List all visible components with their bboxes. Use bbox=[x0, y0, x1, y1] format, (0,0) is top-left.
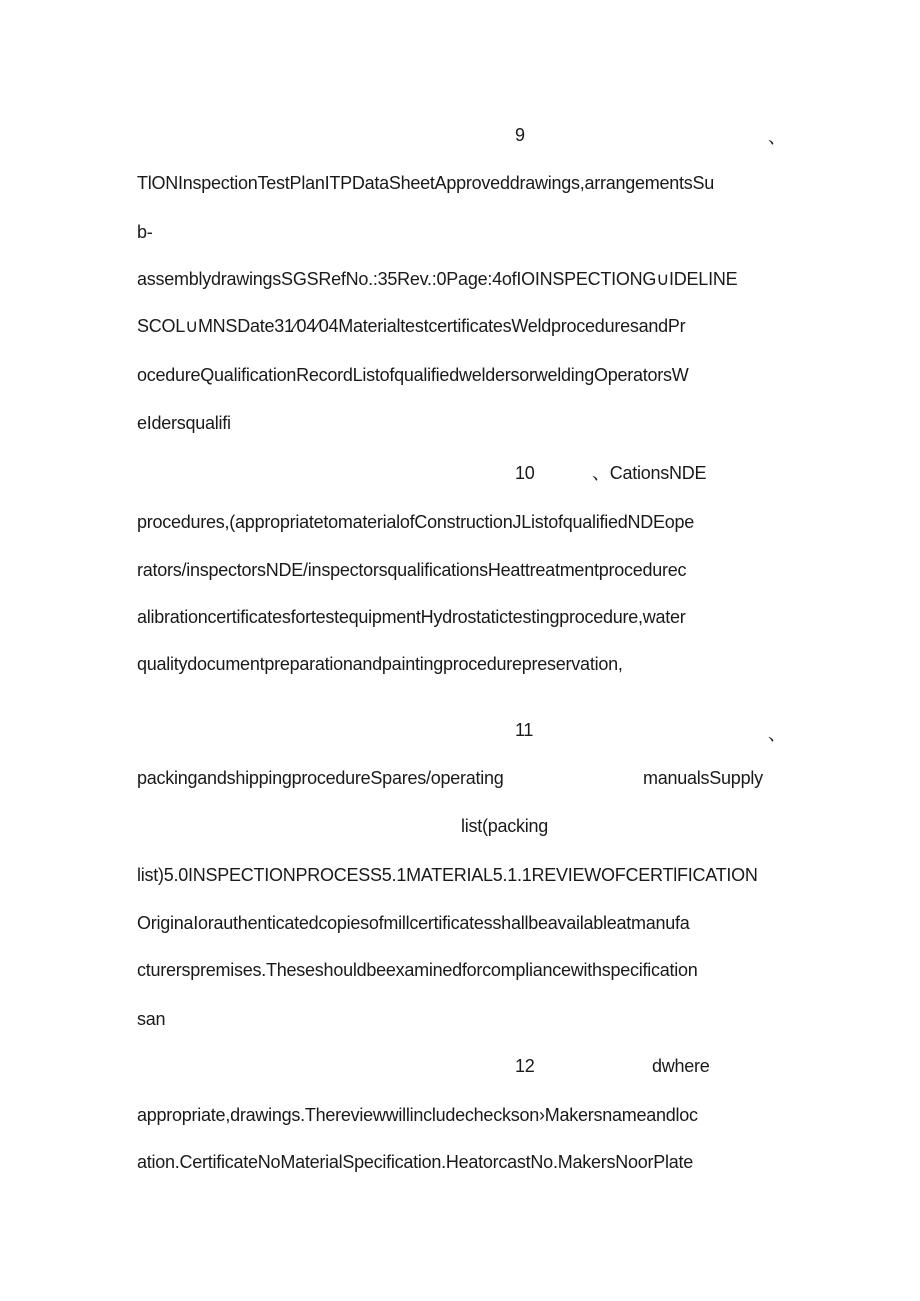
body-text-line: rators/inspectorsNDE/inspectorsqualificationsHeattreatmentprocedurec bbox=[137, 560, 687, 580]
body-text-line: cturerspremises.Theseshouldbeexaminedforcompliancewithspecification bbox=[137, 960, 698, 980]
body-text-line: qualitydocumentpreparationandpaintingprocedurepreservation, bbox=[137, 654, 623, 674]
body-text-line: SCOL∪MNSDate31∕04∕04MaterialtestcertificatesWeldproceduresandPr bbox=[137, 316, 686, 336]
body-text-line: ation.CertificateNoMaterialSpecification.HeatorcastNo.MakersNoorPlate bbox=[137, 1152, 693, 1172]
page-section-number: 10 bbox=[515, 463, 535, 483]
page-section-number: 9 bbox=[515, 125, 525, 145]
center-text-fragment: list(packing bbox=[461, 816, 549, 836]
body-text-line: eIdersqualifi bbox=[137, 413, 231, 433]
section-heading-fragment: dwhere bbox=[652, 1056, 710, 1076]
body-text-line: list)5.0INSPECTIONPROCESS5.1MATERIAL5.1.1REVIEWOFCERTlFICATION bbox=[137, 865, 758, 885]
body-text-line: ocedureQualificationRecordListofqualifiedweldersorweldingOperatorsW bbox=[137, 365, 689, 385]
body-text-line: b- bbox=[137, 222, 153, 242]
body-text-line: alibrationcertificatesfortestequipmentHydrostatictestingprocedure,water bbox=[137, 607, 686, 627]
right-text-fragment: manualsSupply bbox=[643, 768, 763, 788]
page-section-number: 12 bbox=[515, 1056, 535, 1076]
enumeration-mark: 、 bbox=[768, 127, 786, 147]
section-heading-fragment: 、CationsNDE bbox=[592, 463, 707, 483]
body-text-line: procedures,(appropriatetomaterialofConstructionJListofqualifiedNDEope bbox=[137, 512, 695, 532]
body-text-line: san bbox=[137, 1009, 166, 1029]
body-text-line: OriginaIorauthenticatedcopiesofmillcertificatesshallbeavailableatmanufa bbox=[137, 913, 690, 933]
body-text-line: appropriate,drawings.Thereviewwillincludecheckson›Makersnameandloc bbox=[137, 1105, 698, 1125]
body-text-line: assemblydrawingsSGSRefNo.:35Rev.:0Page:4ofIOINSPECTIONG∪IDELINE bbox=[137, 269, 738, 289]
body-text-line: TlONInspectionTestPlanITPDataSheetApproveddrawings,arrangementsSu bbox=[137, 173, 715, 193]
page-section-number: 11 bbox=[515, 720, 534, 740]
enumeration-mark: 、 bbox=[768, 724, 786, 744]
body-text-line: packingandshippingprocedureSpares/operating bbox=[137, 768, 504, 788]
